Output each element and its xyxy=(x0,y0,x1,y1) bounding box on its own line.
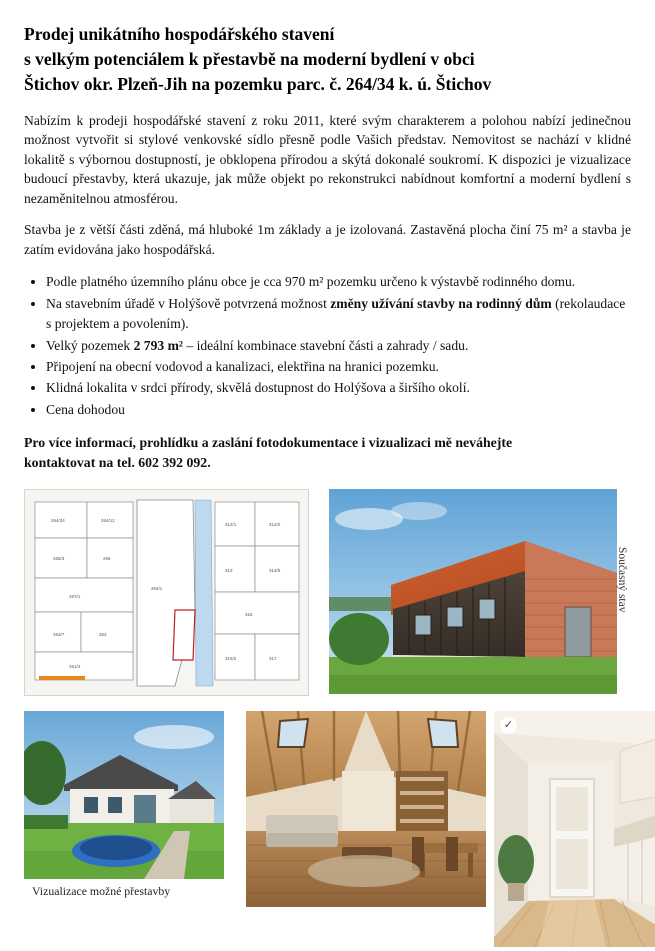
title-line-3: Štichov okr. Plzeň-Jih na pozemku parc. č. 264/34 k. ú. Štichov xyxy=(24,73,492,94)
bullet-text-prefix: Velký pozemek xyxy=(46,337,134,353)
svg-text:312/2: 312/2 xyxy=(269,522,281,528)
intro-paragraph: Nabízím k prodeji hospodářské stavení z roku 2011, které svým charakterem a polohou nabízí jedinečnou možnost vytvořit si stylové venkovské sídlo přesně podle Vašich představ. Nemovitost se nachází v klidné lokalitě s výbornou dostupností, je obklopena přírodou a skýtá dokonalé soukromí. K dispozici je vizualizace budoucí přestavby, která ukazuje, jak může objekt po rekonstrukci nabídnout komfortní a moderní bydlení s nezaměnitelnou atmosférou. xyxy=(24,112,631,206)
svg-text:264/1: 264/1 xyxy=(151,586,163,592)
construction-paragraph: Stavba je z větší části zděná, má hluboké 1m základy a je izolovaná. Zastavěná plocha činí 75 m² a stavba je zatím evidována jako hospodářská. xyxy=(24,222,631,257)
svg-text:263/7: 263/7 xyxy=(53,632,65,638)
image-row-top xyxy=(24,489,631,702)
list-item xyxy=(46,357,631,377)
bullet-text-prefix: Připojení na obecní vodovod a kanalizaci, elektřina na hranici pozemku. xyxy=(46,359,439,375)
hallway-interior-photo[interactable] xyxy=(494,711,655,947)
visualization-photo[interactable] xyxy=(24,711,224,879)
contact-line-2: kontaktovat na tel. 602 392 092. xyxy=(24,455,211,471)
list-item xyxy=(46,294,631,335)
bullet-text-prefix: Na stavebním úřadě v Holýšově potvrzená možnost xyxy=(46,295,331,311)
svg-text:265/3: 265/3 xyxy=(53,556,65,562)
svg-text:264/34: 264/34 xyxy=(51,518,65,524)
title-line-2: s velkým potenciálem k přestavbě na moderní bydlení v obci xyxy=(24,48,475,69)
page-title xyxy=(24,22,631,97)
contact-block xyxy=(24,433,631,473)
svg-text:312/1: 312/1 xyxy=(225,522,237,528)
svg-text:316/2: 316/2 xyxy=(225,656,237,662)
caption-current-state: Současný stav xyxy=(616,547,628,613)
svg-text:314/5: 314/5 xyxy=(269,568,281,574)
image-row-bottom xyxy=(24,711,631,951)
list-item xyxy=(46,400,631,420)
svg-text:313: 313 xyxy=(225,568,233,574)
bullet-text-bold: změny užívání stavby na rodinný dům xyxy=(330,295,552,311)
svg-text:264/12: 264/12 xyxy=(101,518,115,524)
cadastral-map-image[interactable] xyxy=(24,489,309,696)
contact-line-1: Pro více informací, prohlídku a zaslání fotodokumentace i vizualizaci mě neváhejte xyxy=(24,435,513,451)
list-item xyxy=(46,272,631,292)
bullet-text-prefix: Klidná lokalita v srdci přírody, skvělá dostupnost do Holýšova a širšího okolí. xyxy=(46,380,470,396)
list-item xyxy=(46,336,631,356)
check-icon: ✓ xyxy=(500,717,517,734)
title-line-1: Prodej unikátního hospodářského stavení xyxy=(24,24,335,44)
bullet-text-bold: 2 793 m² xyxy=(133,337,183,353)
svg-text:266: 266 xyxy=(103,556,111,562)
svg-text:267/1: 267/1 xyxy=(69,594,81,600)
bullet-text-prefix: Cena dohodou xyxy=(46,401,125,417)
bullet-text-suffix: – ideální kombinace stavební části a zahrady / sadu. xyxy=(182,337,469,353)
loft-interior-photo[interactable] xyxy=(246,711,486,907)
svg-text:261/4: 261/4 xyxy=(69,664,81,670)
svg-text:315: 315 xyxy=(245,612,253,618)
list-item xyxy=(46,378,631,398)
features-list xyxy=(24,272,631,420)
bullet-text-prefix: Podle platného územního plánu obce je cca 970 m² pozemku určeno k výstavbě rodinného domu. xyxy=(46,274,576,290)
bullet-text-suffix: (rekolaudace s projektem a povolením). xyxy=(46,295,626,332)
caption-visualization: Vizualizace možné přestavby xyxy=(32,884,171,899)
svg-text:317: 317 xyxy=(269,656,277,662)
barn-exterior-photo[interactable] xyxy=(329,489,617,694)
svg-text:262: 262 xyxy=(99,632,107,638)
